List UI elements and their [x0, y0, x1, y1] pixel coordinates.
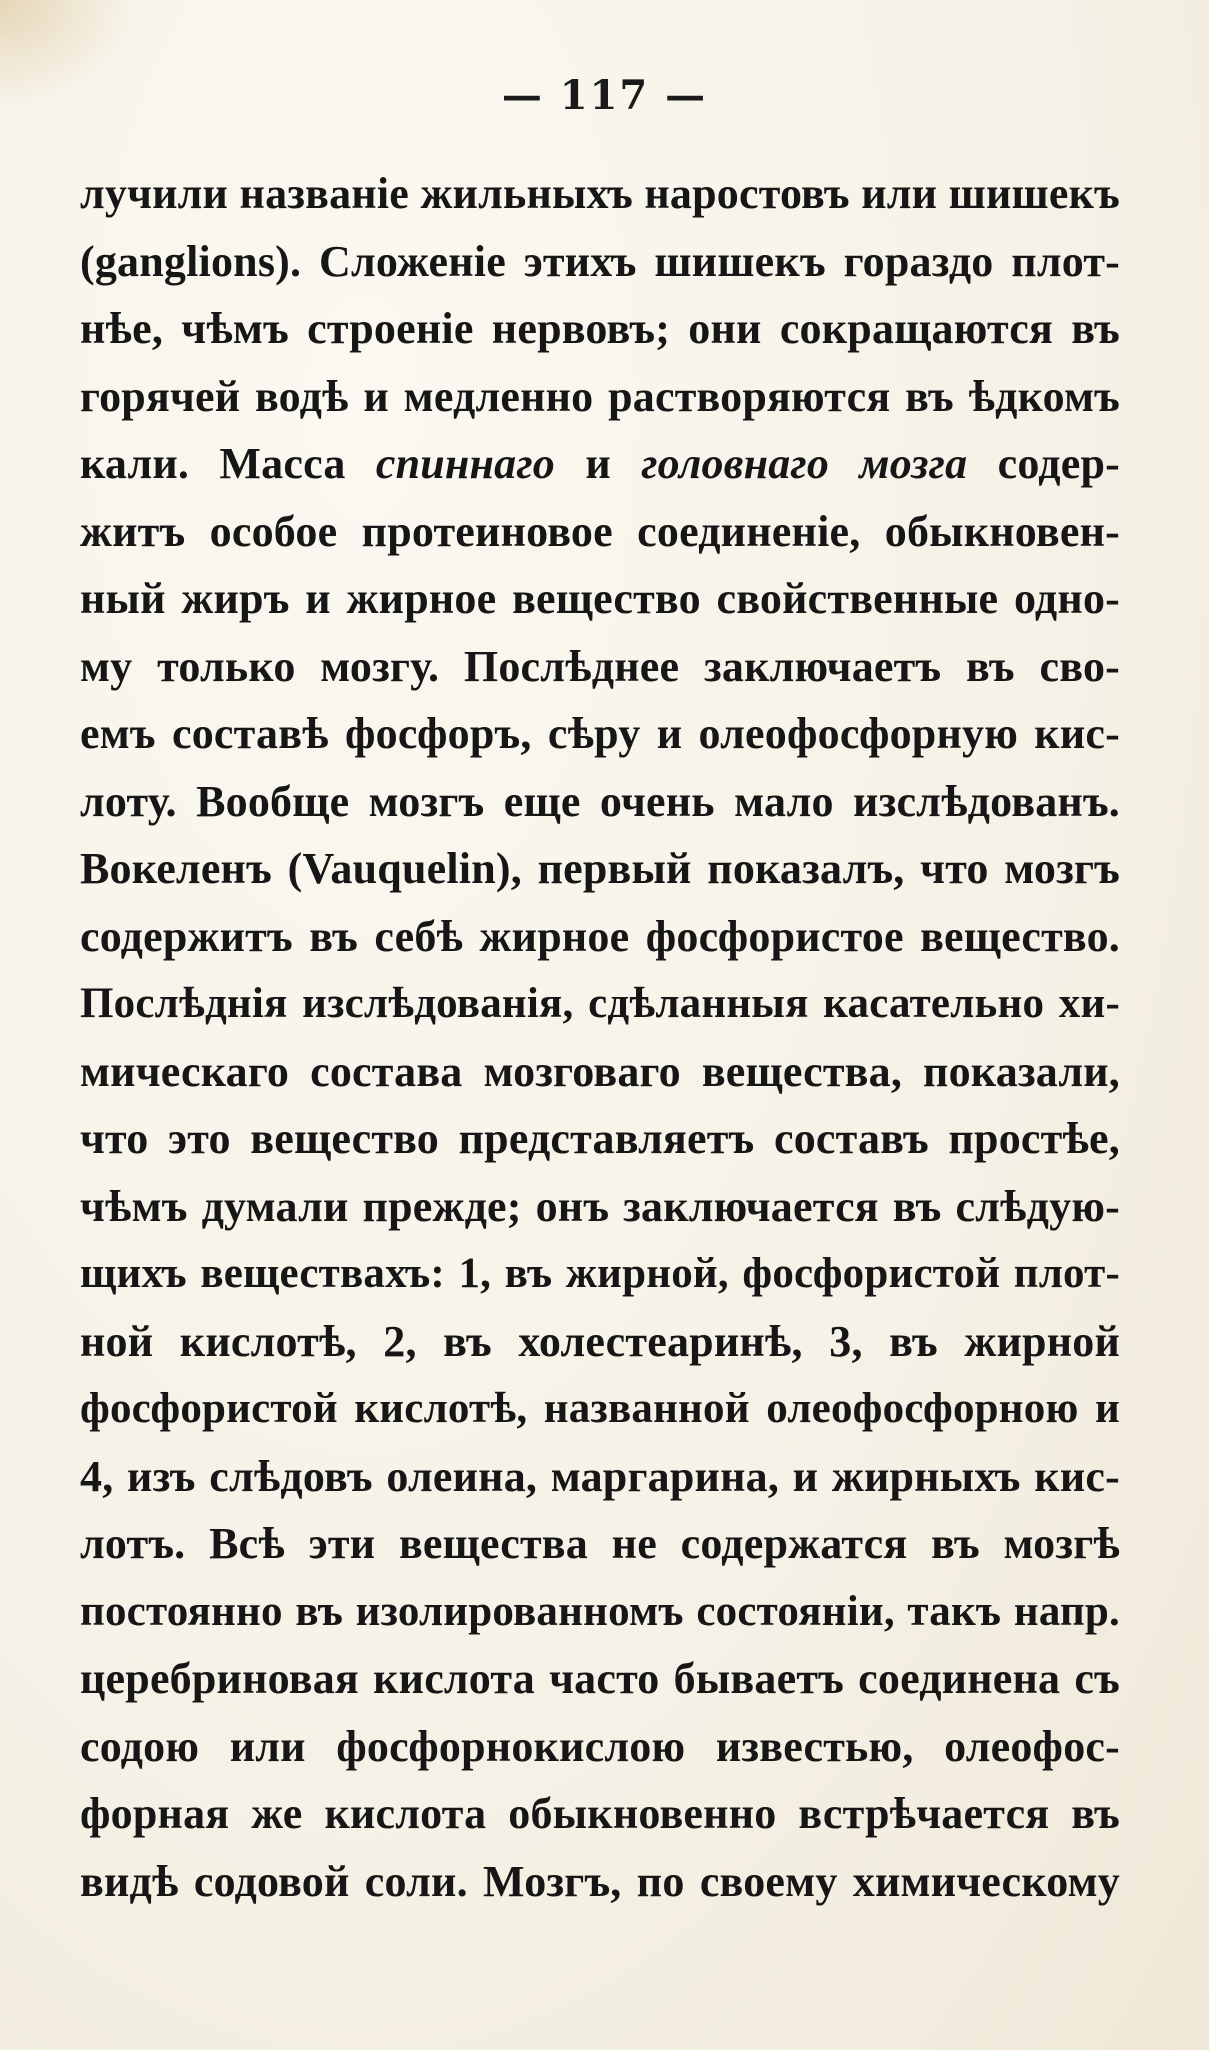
text-line	[80, 835, 1120, 903]
text-segment: нѣе, чѣмъ строеніе нервовъ; они сокращаются въ	[80, 304, 1120, 353]
text-line	[80, 1713, 1120, 1781]
text-segment: видѣ содовой соли. Мозгъ, по своему химическому	[80, 1856, 1120, 1906]
text-line	[80, 1105, 1120, 1173]
text-line	[80, 1780, 1120, 1848]
italic-term: головнаго мозга	[641, 439, 968, 488]
text-segment: содержитъ въ себѣ жирное фосфористое вещество.	[80, 911, 1120, 961]
text-segment: (ganglions). Сложеніе этихъ шишекъ гораздо плот-	[80, 236, 1120, 286]
text-line	[80, 970, 1120, 1038]
text-segment: Послѣднія изслѣдованія, сдѣланныя касательно хи-	[80, 980, 1120, 1027]
text-line	[80, 228, 1120, 296]
text-line	[80, 1645, 1120, 1713]
page-number: — 117 —	[501, 72, 708, 119]
text-segment: лоту. Вообще мозгъ еще очень мало изслѣдованъ.	[80, 776, 1120, 826]
text-segment: емъ составѣ фосфоръ, сѣру и олеофосфорную кис-	[80, 709, 1120, 758]
text-line	[80, 633, 1120, 701]
text-segment: житъ особое протеиновое соединеніе, обыкновен-	[80, 506, 1120, 556]
italic-term: спиннаго	[375, 439, 556, 488]
text-segment: Вокеленъ (Vauquelin), первый показалъ, что мозгъ	[80, 844, 1120, 893]
text-segment: содою или фосфорнокислою известью, олеофос-	[80, 1721, 1120, 1771]
text-line	[80, 1578, 1120, 1646]
text-segment: что это вещество представляетъ составъ простѣе,	[80, 1114, 1120, 1163]
text-segment: постоянно въ изолированномъ состояніи, такъ напр.	[80, 1587, 1120, 1635]
text-line	[80, 1848, 1120, 1916]
text-segment: и	[555, 439, 642, 488]
text-segment: чѣмъ думали прежде; онъ заключается въ слѣдую-	[80, 1181, 1120, 1231]
text-segment: фосфористой кислотѣ, названной олеофосфорною и	[80, 1385, 1120, 1432]
text-segment: церебриновая кислота часто бываетъ соединена съ	[80, 1654, 1120, 1703]
text-segment: ный жиръ и жирное вещество свойственные одно-	[80, 574, 1120, 623]
text-line	[80, 1240, 1120, 1308]
text-segment: горячей водѣ и медленно растворяются въ ѣдкомъ	[80, 371, 1120, 421]
text-segment: лотъ. Всѣ эти вещества не содержатся въ мозгѣ	[80, 1519, 1120, 1568]
text-segment: мическаго состава мозговаго вещества, показали,	[80, 1046, 1120, 1096]
text-line	[80, 1038, 1120, 1106]
text-line	[80, 295, 1120, 363]
text-line	[80, 160, 1120, 228]
text-segment: содер-	[967, 439, 1121, 488]
text-line	[80, 498, 1120, 566]
text-line	[80, 700, 1120, 768]
text-segment: форная же кислота обыкновенно встрѣчается въ	[80, 1789, 1120, 1838]
text-segment: лучили названіе жильныхъ наростовъ или шишекъ	[80, 169, 1120, 218]
text-segment: щихъ веществахъ: 1, въ жирной, фосфористой плот-	[80, 1250, 1120, 1297]
text-line	[80, 1375, 1120, 1443]
text-segment: кали. Масса	[80, 439, 376, 488]
text-segment: ной кислотѣ, 2, въ холестеаринѣ, 3, въ жирной	[80, 1316, 1120, 1366]
text-line	[80, 363, 1120, 431]
text-line	[80, 1510, 1120, 1578]
text-line	[80, 1443, 1120, 1511]
text-segment: му только мозгу. Послѣднее заключаетъ въ сво-	[80, 641, 1120, 691]
body-text	[80, 160, 1120, 1915]
text-line	[80, 1308, 1120, 1376]
text-line	[80, 430, 1120, 498]
text-line	[80, 903, 1120, 971]
text-line	[80, 565, 1120, 633]
text-line	[80, 768, 1120, 836]
text-segment: 4, изъ слѣдовъ олеина, маргарина, и жирныхъ кис-	[80, 1451, 1120, 1501]
text-line	[80, 1173, 1120, 1241]
